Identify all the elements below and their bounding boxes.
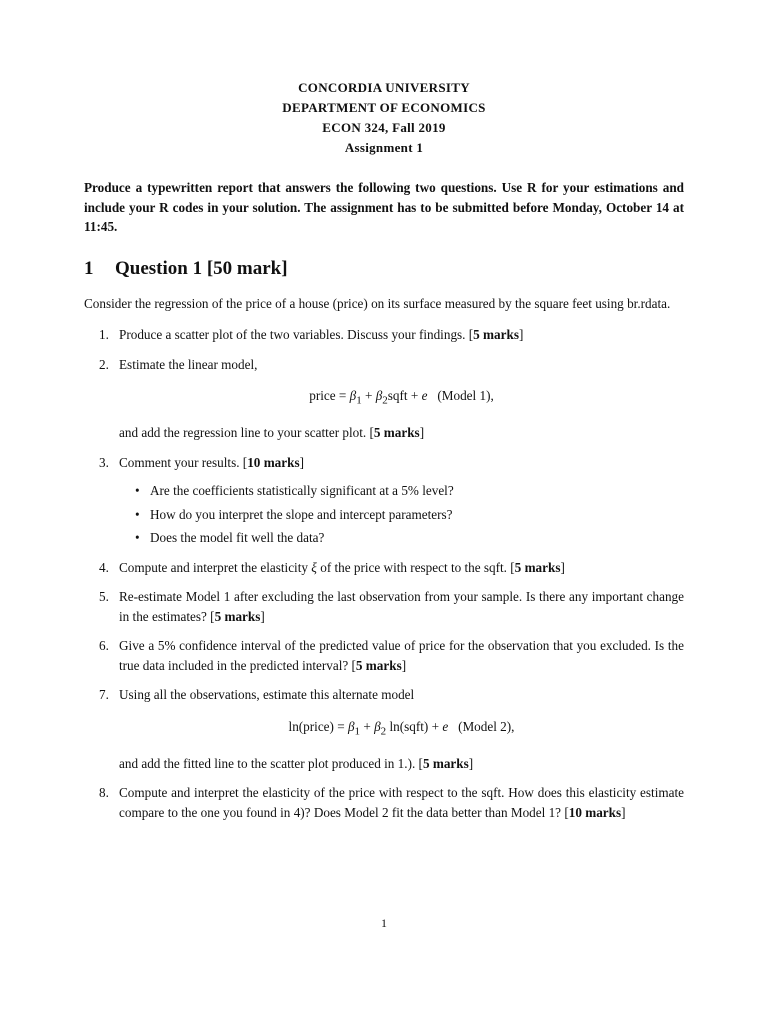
equation-label: (Model 1), (437, 388, 494, 403)
question-text-cont: of the price with respect to the sqft. [ (316, 559, 515, 575)
section-title: Question 1 [50 mark] (115, 257, 288, 279)
bullet-text: How do you interpret the slope and intercept parameters? (150, 506, 453, 522)
marks: 5 marks (473, 327, 519, 342)
equation-model-1: price = $\beta_1$ + $\beta_2sqft + e$ (Model 1), (309, 388, 494, 407)
marks-close: ] (468, 755, 474, 771)
marks: 5 marks (373, 425, 420, 441)
bullet-icon: • (135, 483, 140, 499)
question-number: 1. (99, 327, 109, 342)
section-number: 1 (84, 257, 94, 279)
equation-lhs: price = (309, 388, 350, 403)
bullet-item (119, 505, 684, 525)
marks-close: ] (621, 804, 626, 820)
marks: 5 marks (355, 657, 402, 673)
bullet-list (119, 481, 684, 548)
marks: 10 marks (247, 454, 300, 470)
question-number: 7. (99, 687, 109, 703)
equation-model-2: ln(price) = $\beta_1 + \beta_2$ ln(sqft) + e (Model 2), (288, 718, 515, 738)
followup-text: and add the fitted line to the scatter plot produced in 1.). [ (119, 755, 423, 771)
question-text: Compute and interpret the elasticity (119, 559, 312, 575)
question-text: Produce a scatter plot of the two variables. Discuss your findings. [ (119, 327, 474, 342)
marks: 10 marks (568, 804, 622, 820)
question-number: 5. (99, 589, 109, 605)
course-title: ECON 324, Fall 2019 (322, 120, 446, 135)
list-item (84, 783, 684, 822)
bullet-icon: • (135, 530, 140, 546)
list-item (84, 453, 684, 548)
list-item (84, 587, 684, 626)
question-number: 2. (99, 356, 109, 372)
question-text: Re-estimate Model 1 after excluding the last observation from your sample. Is there any important change in the estimates? [ (119, 589, 684, 624)
question-text: Compute and interpret the elasticity of the price with respect to the sqft. How does this elasticity estimate compare to the one you found in 4)? Does Model 2 fit the data better than Model 1? [ (119, 785, 684, 820)
marks: 5 marks (214, 608, 261, 624)
list-item (84, 636, 684, 675)
list-item (84, 558, 684, 578)
question-followup (119, 423, 684, 443)
question-number: 8. (99, 785, 109, 801)
xi-symbol: ξ (311, 559, 317, 575)
marks-close: ] (560, 559, 565, 575)
question-text: Give a 5% confidence interval of the predicted value of price for the observation that you excluded. Is the true data included in the predicted interval? [ (119, 638, 684, 673)
marks-close: ] (401, 657, 407, 673)
bullet-text: Does the model fit well the data? (150, 530, 325, 546)
marks-close: ] (260, 608, 265, 624)
question-number: 4. (99, 559, 109, 575)
question-list (84, 325, 684, 822)
bullet-icon: • (135, 506, 140, 522)
marks-close: ] (419, 425, 425, 441)
question-number: 3. (99, 454, 109, 470)
list-item (84, 355, 684, 443)
equation-lhs: ln(price) = (288, 718, 348, 734)
equation-rhs: ln(sqft) + (386, 718, 443, 734)
question-number: 6. (99, 638, 109, 654)
document-header (84, 78, 684, 158)
question-text: Using all the observations, estimate this alternate model (119, 687, 415, 703)
section-heading (84, 258, 684, 280)
question-text: Estimate the linear model, (119, 356, 258, 372)
marks: 5 marks (514, 559, 561, 575)
department-name: DEPARTMENT OF ECONOMICS (282, 100, 486, 115)
equation-label: (Model 2), (458, 718, 515, 734)
question-followup (119, 754, 684, 774)
bullet-item (119, 528, 684, 548)
marks: 5 marks (422, 755, 469, 771)
marks-close: ] (518, 327, 524, 342)
bullet-text: Are the coefficients statistically significant at a 5% level? (150, 483, 454, 499)
marks-close: ] (299, 454, 304, 470)
list-item (84, 685, 684, 773)
followup-text: and add the regression line to your scatter plot. [ (119, 425, 374, 441)
equation-rhs: sqft + (387, 388, 422, 403)
question-text: Comment your results. [ (119, 454, 248, 470)
university-name: CONCORDIA UNIVERSITY (298, 80, 470, 95)
list-item (84, 325, 684, 345)
section-intro: Consider the regression of the price of a house (price) on its surface measured by the square feet using br.rdata. (84, 295, 671, 311)
assignment-title: Assignment 1 (344, 140, 424, 155)
instructions: Produce a typewritten report that answers the following two questions. Use R for your estimations and include your R codes in your solution. The assignment has to be submitted before Monday, October 14 at 11:45. (84, 180, 684, 234)
bullet-item (119, 481, 684, 501)
page-number: 1 (381, 916, 387, 930)
